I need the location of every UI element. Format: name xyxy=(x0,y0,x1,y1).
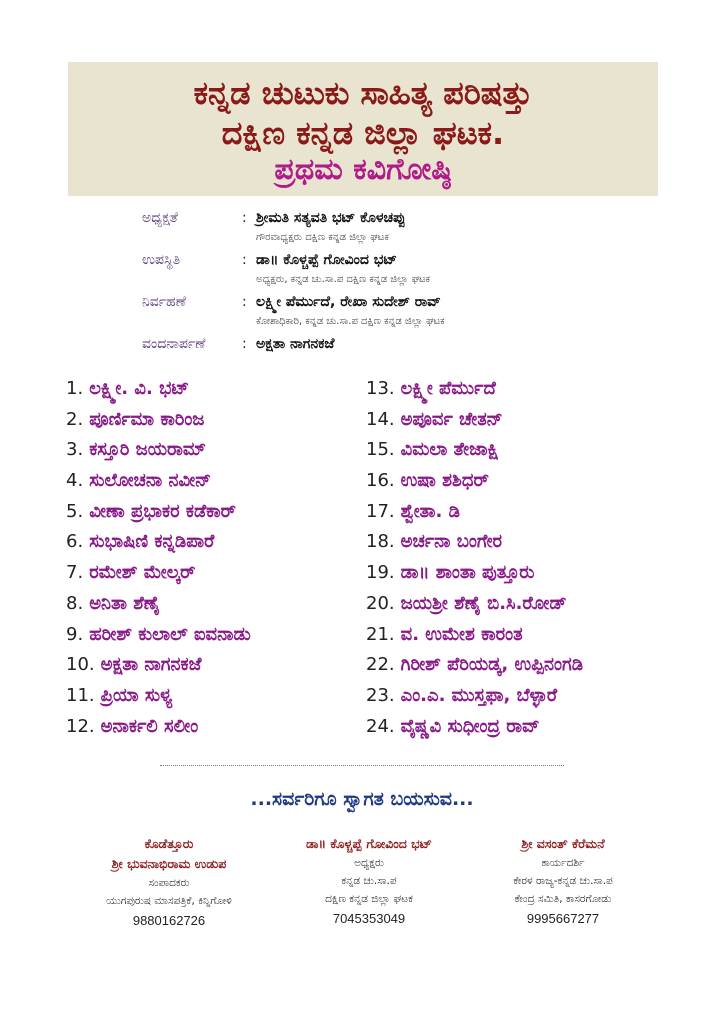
role-row-presence xyxy=(142,252,662,274)
role-row-vote-of-thanks xyxy=(142,336,662,358)
role-name: ಶ್ರೀಮತಿ ಸತ್ಯವತಿ ಭಟ್ ಕೊಳಚಪ್ಪು xyxy=(256,210,406,226)
poet-name: ವ. ಉಮೇಶ ಕಾರಂತ xyxy=(400,623,523,645)
contact-name: ಶ್ರೀ ಭುವನಾಭಿರಾಮ ಉಡುಪ xyxy=(111,856,227,871)
poet-name: ಲಕ್ಷ್ಮೀ. ವಿ. ಭಟ್ xyxy=(89,378,190,399)
contact-name: ಡಾ॥ ಕೊಳ್ಚಪ್ಪೆ ಗೋವಿಂದ ಭಟ್ xyxy=(306,836,432,851)
list-item xyxy=(66,501,366,532)
list-item xyxy=(366,685,666,716)
list-number: 9. xyxy=(66,623,84,645)
list-number: 17. xyxy=(366,500,395,522)
contact-role: ಕನ್ನಡ ಚು.ಸಾ.ಪ xyxy=(341,875,397,887)
title-line-2: ದಕ್ಷಿಣ ಕನ್ನಡ ಜಿಲ್ಲಾ ಘಟಕ. xyxy=(221,114,505,152)
role-colon: : xyxy=(242,294,247,310)
list-item xyxy=(66,593,366,624)
role-subtitle: ಅಧ್ಯಕ್ಷರು, ಕನ್ನಡ ಚು.ಸಾ.ಪ ದಕ್ಷಿಣ ಕನ್ನಡ ಜಿಲ್ಲಾ ಘಟಕ xyxy=(256,274,430,285)
role-label: ಅಧ್ಯಕ್ಷತೆ xyxy=(142,210,178,226)
list-item xyxy=(66,685,366,716)
list-number: 16. xyxy=(366,470,395,492)
list-item xyxy=(366,501,666,532)
poet-name: ಸುಭಾಷಿಣಿ ಕನ್ನಡಿಪಾರೆ xyxy=(89,531,215,553)
poet-list-left xyxy=(66,378,366,746)
list-number: 15. xyxy=(366,439,395,461)
footer-contact-secretary xyxy=(458,834,668,930)
list-item xyxy=(66,562,366,593)
list-item xyxy=(66,409,366,440)
list-number: 23. xyxy=(366,684,395,706)
poet-name: ಅಪೂರ್ವ ಚೇತನ್ xyxy=(400,408,503,430)
contact-name: ಕೊಡೆತ್ತೂರು xyxy=(144,836,194,851)
list-number: 21. xyxy=(366,623,395,645)
list-item xyxy=(66,470,366,501)
list-item xyxy=(366,439,666,470)
list-number: 12. xyxy=(66,715,95,737)
role-row-host xyxy=(142,294,662,316)
contact-phone: 9880162726 xyxy=(132,913,206,928)
role-colon: : xyxy=(242,210,247,226)
list-number: 2. xyxy=(66,408,84,430)
list-item xyxy=(66,531,366,562)
list-item xyxy=(66,439,366,470)
role-label: ವಂದನಾರ್ಪಣೆ xyxy=(142,336,206,352)
role-colon: : xyxy=(242,336,247,352)
list-number: 11. xyxy=(66,684,95,706)
list-number: 7. xyxy=(66,562,84,584)
list-item xyxy=(66,624,366,655)
role-subtitle: ಕೋಶಾಧಿಕಾರಿ, ಕನ್ನಡ ಚು.ಸಾ.ಪ ದಕ್ಷಿಣ ಕನ್ನಡ ಜಿಲ್ಲಾ ಘಟಕ xyxy=(256,316,445,327)
contact-role: ಕೇಂದ್ರ ಸಮಿತಿ, ಕಾಸರಗೋಡು xyxy=(514,893,612,905)
poet-name: ಎಂ.ಎ. ಮುಸ್ತಫಾ, ಬೆಳ್ಳಾರೆ xyxy=(400,684,558,706)
poet-name: ವೈಷ್ಣವಿ ಸುಧೀಂದ್ರ ರಾವ್ xyxy=(400,715,540,737)
list-item xyxy=(366,470,666,501)
contact-role: ಯುಗಪುರುಷ ಮಾಸಪತ್ರಿಕೆ, ಕಿನ್ನಿಗೋಳಿ xyxy=(106,895,232,907)
footer-contact-president xyxy=(264,834,474,930)
roles-section xyxy=(142,210,662,358)
role-name: ಡಾ॥ ಕೊಳ್ಚಪ್ಪೆ ಗೋವಿಂದ ಭಟ್ xyxy=(256,252,398,268)
list-item xyxy=(366,654,666,685)
list-item xyxy=(366,409,666,440)
list-number: 18. xyxy=(366,531,395,553)
list-item xyxy=(66,654,366,685)
list-item xyxy=(66,716,366,747)
list-number: 1. xyxy=(66,378,84,399)
poet-name: ಕಸ್ತೂರಿ ಜಯರಾಮ್ xyxy=(89,439,206,461)
poet-name: ಪ್ರಿಯಾ ಸುಳ್ಯ xyxy=(100,684,173,706)
list-item xyxy=(366,593,666,624)
contact-name: ಶ್ರೀ ವಸಂತ್ ಕೆರೆಮನೆ xyxy=(521,836,605,851)
role-subtitle: ಗೌರವಾಧ್ಯಕ್ಷರು ದಕ್ಷಿಣ ಕನ್ನಡ ಜಿಲ್ಲಾ ಘಟಕ xyxy=(256,232,389,243)
poet-name: ಗಿರೀಶ್ ಪೆರಿಯಡ್ಕ, ಉಪ್ಪಿನಂಗಡಿ xyxy=(400,654,584,676)
list-number: 13. xyxy=(366,378,395,399)
dotted-divider xyxy=(160,765,564,766)
role-colon: : xyxy=(242,252,247,268)
event-title: ಪ್ರಥಮ ಕವಿಗೋಷ್ಠಿ xyxy=(274,152,452,187)
list-number: 6. xyxy=(66,531,84,553)
poet-name: ಅರ್ಚನಾ ಬಂಗೇರ xyxy=(400,531,503,553)
title-line-1: ಕನ್ನಡ ಚುಟುಕು ಸಾಹಿತ್ಯ ಪರಿಷತ್ತು xyxy=(193,74,533,112)
list-number: 5. xyxy=(66,500,84,522)
list-number: 19. xyxy=(366,562,395,584)
list-item xyxy=(66,378,366,409)
role-row-president xyxy=(142,210,662,232)
contact-role: ಕೇರಳ ರಾಜ್ಯ-ಕನ್ನಡ ಚು.ಸಾ.ಪ xyxy=(513,875,613,887)
poet-name: ಲಕ್ಷ್ಮೀ ಪೆರ್ಮುದೆ xyxy=(400,378,496,399)
list-number: 22. xyxy=(366,654,395,676)
poet-name: ರಮೇಶ್ ಮೇಲ್ಕರ್ xyxy=(89,562,196,584)
poet-name: ವೀಣಾ ಪ್ರಭಾಕರ ಕಡೆಕಾರ್ xyxy=(89,500,236,522)
footer-contact-editor xyxy=(64,834,274,932)
role-label: ಉಪಸ್ಥಿತಿ xyxy=(142,252,181,268)
poet-name: ಅನಾರ್ಕಲಿ ಸಲೀಂ xyxy=(100,715,199,737)
poet-name: ಉಷಾ ಶಶಿಧರ್ xyxy=(400,470,489,492)
poet-name: ಸುಲೋಚನಾ ನವೀನ್ xyxy=(89,470,212,492)
title-banner xyxy=(68,62,658,196)
poet-name: ಅನಿತಾ ಶೆಣೈ xyxy=(89,592,160,614)
contact-phone: 7045353049 xyxy=(332,911,406,926)
welcome-text: ...ಸರ್ವರಿಗೂ ಸ್ವಾಗತ ಬಯಸುವ... xyxy=(250,788,474,810)
poet-name: ಜಯಶ್ರೀ ಶೆಣೈ ಬಿ.ಸಿ.ರೋಡ್ xyxy=(400,592,567,614)
list-item xyxy=(366,562,666,593)
list-number: 24. xyxy=(366,715,395,737)
list-item xyxy=(366,378,666,409)
poet-name: ಅಕ್ಷತಾ ನಾಗನಕಜೆ xyxy=(100,654,202,676)
list-number: 8. xyxy=(66,592,84,614)
poet-name: ಹರೀಶ್ ಕುಲಾಲ್ ಐವನಾಡು xyxy=(89,623,251,645)
poet-name: ಶ್ವೇತಾ. ಡಿ xyxy=(400,500,460,522)
list-number: 4. xyxy=(66,470,84,492)
list-item xyxy=(366,624,666,655)
role-name: ಅಕ್ಷತಾ ನಾಗನಕಜೆ xyxy=(256,336,335,352)
list-number: 14. xyxy=(366,408,395,430)
contact-phone: 9995667277 xyxy=(526,911,600,926)
list-number: 10. xyxy=(66,654,95,676)
role-name: ಲಕ್ಷ್ಮೀ ಪೆರ್ಮುದೆ, ರೇಖಾ ಸುದೇಶ್ ರಾವ್ xyxy=(256,294,441,310)
list-number: 3. xyxy=(66,439,84,461)
contact-role: ಅಧ್ಯಕ್ಷರು xyxy=(354,857,384,869)
poet-name: ಡಾ॥ ಶಾಂತಾ ಪುತ್ತೂರು xyxy=(400,562,535,584)
list-item xyxy=(366,716,666,747)
poet-list-right xyxy=(366,378,666,746)
contact-role: ಸಂಪಾದಕರು xyxy=(148,877,190,889)
poet-name: ಪೂರ್ಣಿಮಾ ಕಾರಿಂಜ xyxy=(89,408,205,430)
list-number: 20. xyxy=(366,592,395,614)
contact-role: ಕಾರ್ಯದರ್ಶಿ xyxy=(541,857,585,869)
poet-name: ವಿಮಲಾ ತೇಜಾಕ್ಷಿ xyxy=(400,439,499,461)
role-label: ನಿರ್ವಹಣೆ xyxy=(142,294,186,310)
list-item xyxy=(366,531,666,562)
contact-role: ದಕ್ಷಿಣ ಕನ್ನಡ ಜಿಲ್ಲಾ ಘಟಕ xyxy=(325,893,413,905)
